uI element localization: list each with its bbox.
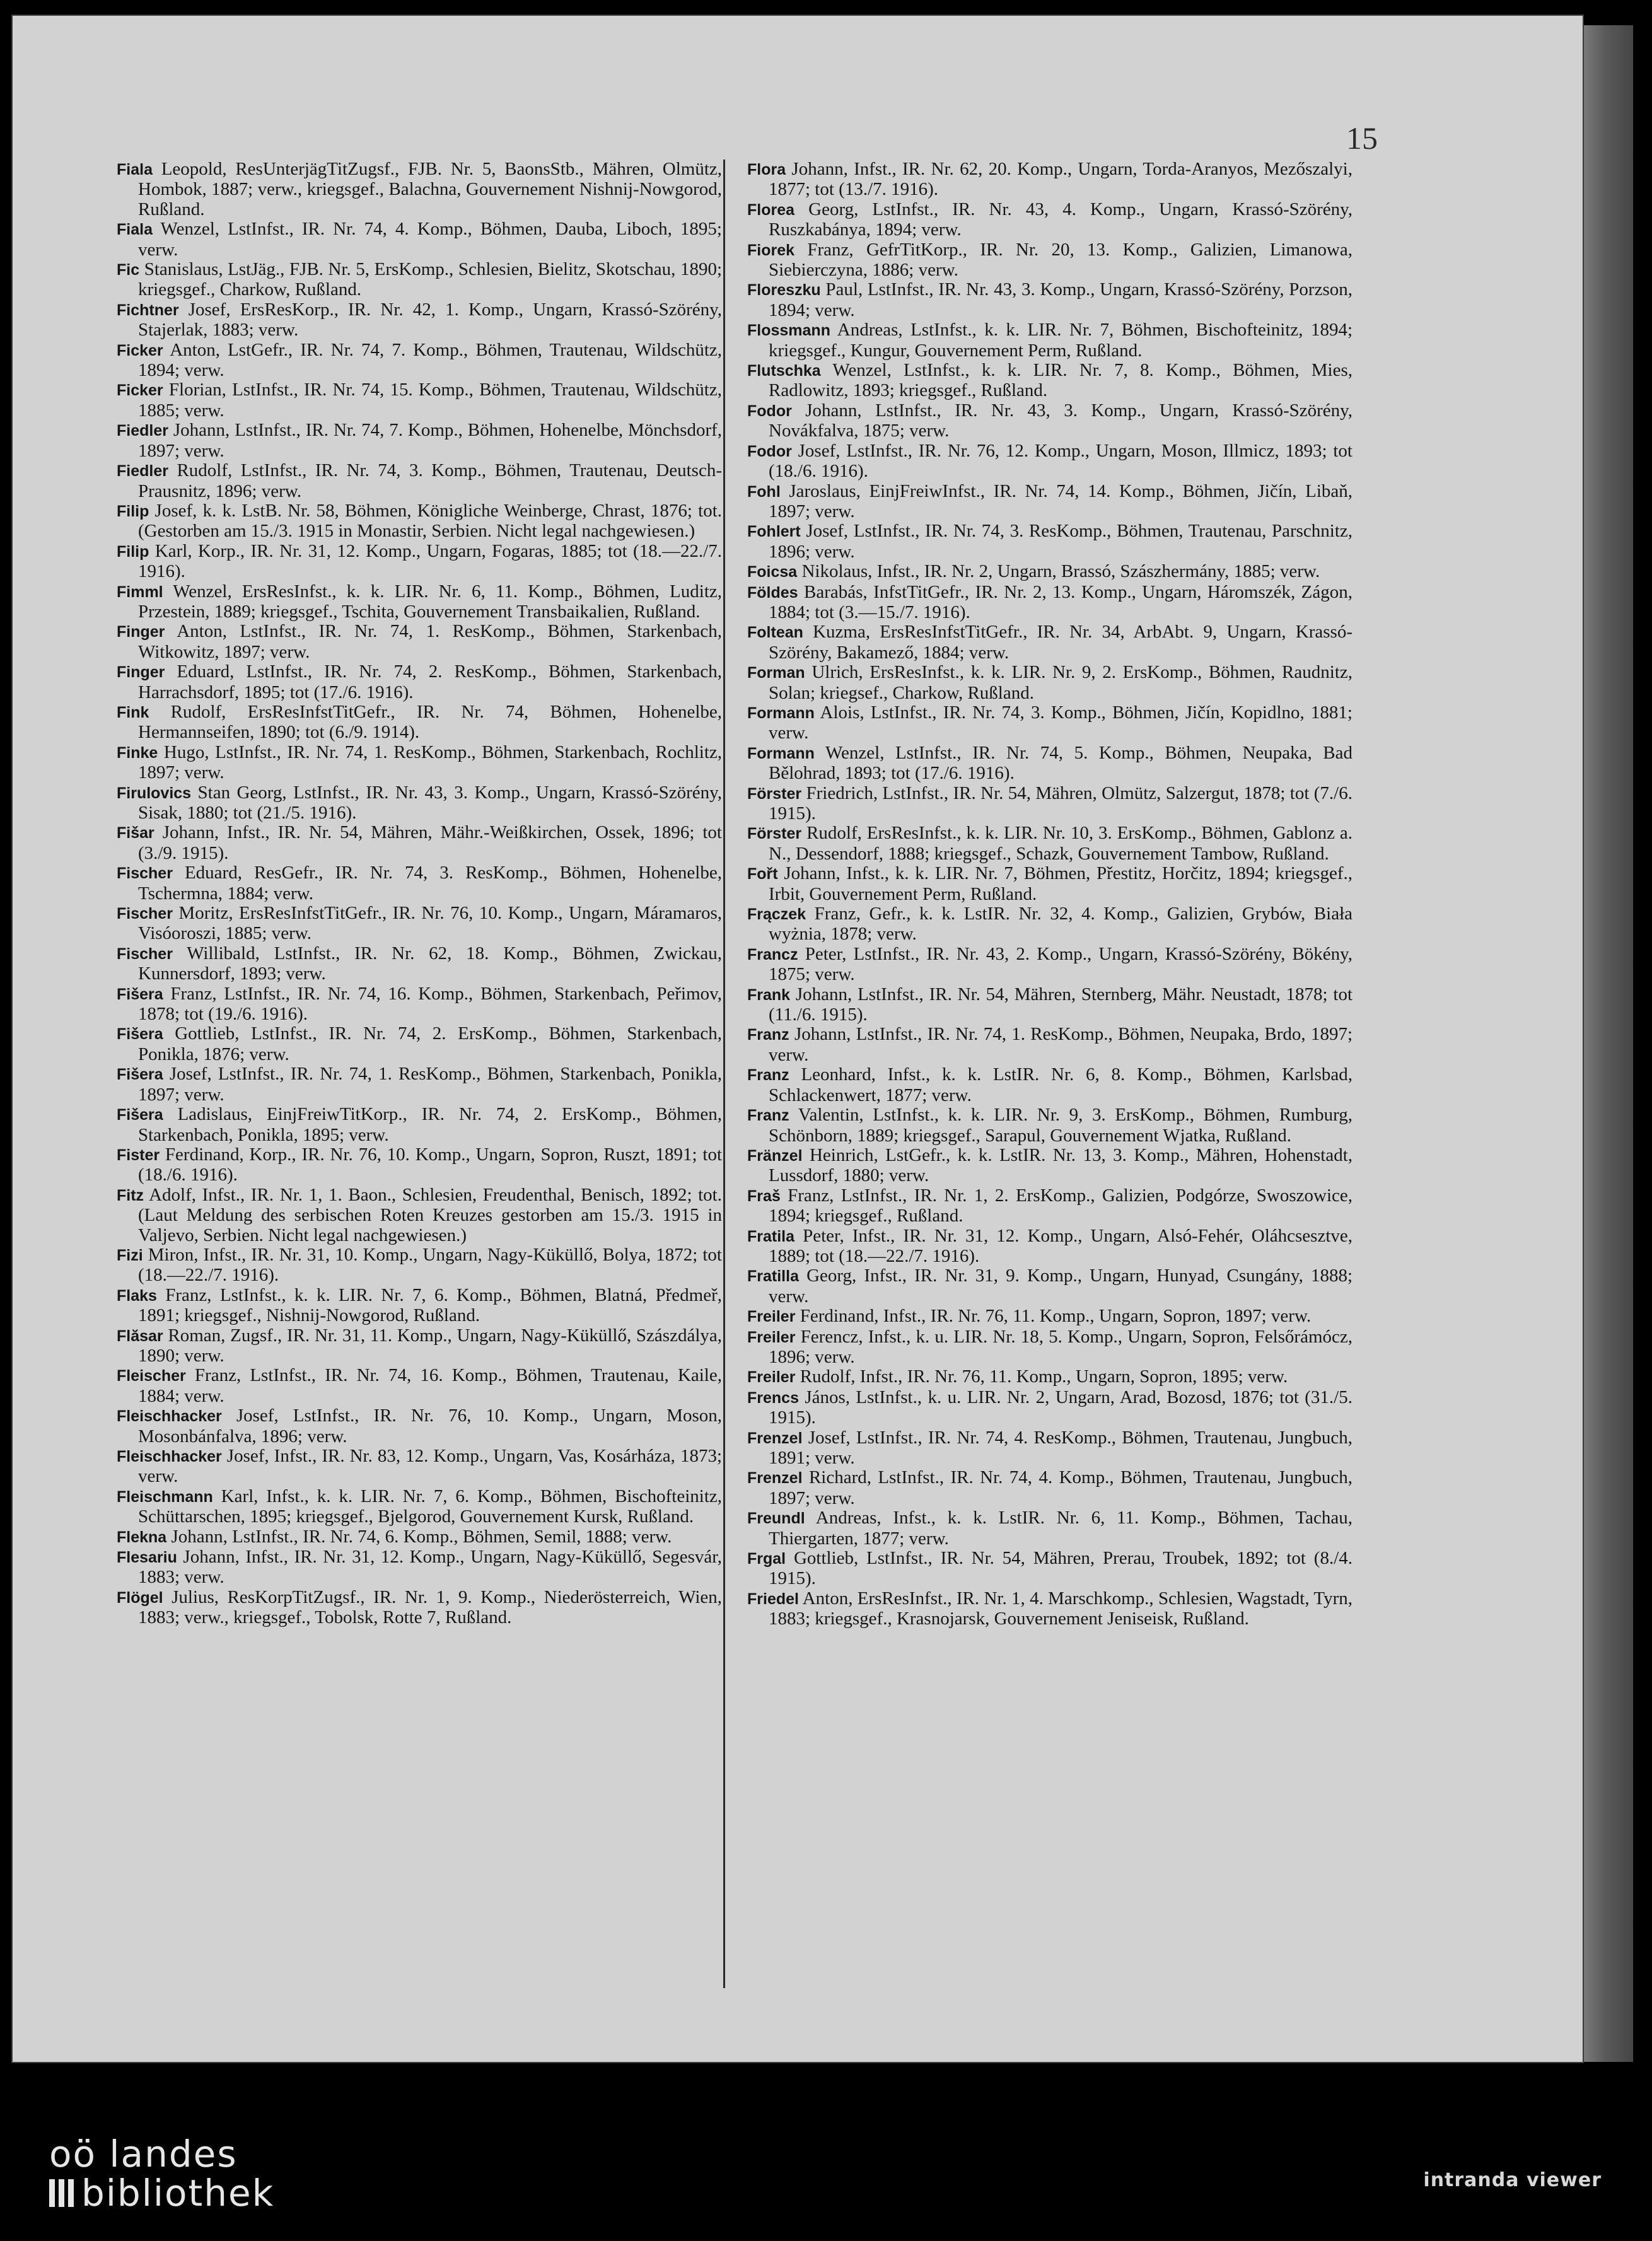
entry-surname: Ficker bbox=[117, 341, 163, 359]
entry-surname: Fodor bbox=[747, 442, 792, 460]
entry-details: Karl, Korp., IR. Nr. 31, 12. Komp., Ungarn, Fogaras, 1885; tot (18.—22./7. 1916). bbox=[138, 540, 722, 582]
entry-surname: Fiedler bbox=[117, 422, 168, 440]
register-entry bbox=[117, 542, 722, 582]
register-entry bbox=[747, 1226, 1352, 1267]
register-entry bbox=[117, 1406, 722, 1446]
register-entry bbox=[747, 240, 1352, 281]
entry-details: Franz, Gefr., k. k. LstIR. Nr. 32, 4. Komp., Galizien, Grybów, Biała wyżnia, 1878; verw. bbox=[769, 904, 1352, 945]
entry-details: Florian, LstInfst., IR. Nr. 74, 15. Komp., Böhmen, Trautenau, Wildschütz, 1885; verw. bbox=[138, 380, 722, 421]
register-entry bbox=[747, 441, 1352, 482]
logo-text-line1: oö landes bbox=[49, 2133, 238, 2175]
entry-surname: Francz bbox=[747, 945, 798, 963]
register-entry bbox=[747, 320, 1352, 361]
entry-details: Wenzel, LstInfst., k. k. LIR. Nr. 7, 8. Komp., Böhmen, Mies, Radlowitz, 1893; kriegsgef., Rußland. bbox=[769, 360, 1353, 401]
entry-details: Eduard, LstInfst., IR. Nr. 74, 2. ResKomp., Böhmen, Starkenbach, Harrachsdorf, 1895; tot (17./6. 1916). bbox=[138, 661, 723, 702]
entry-surname: Franz bbox=[747, 1107, 789, 1125]
entry-details: Ferencz, Infst., k. u. LIR. Nr. 18, 5. Komp., Ungarn, Sopron, Felsőrámócz, 1896; verw. bbox=[769, 1326, 1352, 1367]
entry-surname: Flutschka bbox=[747, 362, 821, 380]
register-entry bbox=[747, 160, 1352, 200]
entry-details: Hugo, LstInfst., IR. Nr. 74, 1. ResKomp., Böhmen, Starkenbach, Rochlitz, 1897; verw. bbox=[138, 742, 723, 783]
register-entry bbox=[117, 1024, 722, 1064]
register-entry bbox=[747, 784, 1352, 824]
entry-details: Paul, LstInfst., IR. Nr. 43, 3. Komp., Ungarn, Krassó-Szörény, Porzson, 1894; verw. bbox=[769, 279, 1352, 320]
entry-surname: Fratila bbox=[747, 1227, 795, 1245]
entry-surname: Frgal bbox=[747, 1550, 786, 1568]
entry-surname: Firulovics bbox=[117, 784, 192, 802]
entry-details: Ulrich, ErsResInfst., k. k. LIR. Nr. 9, 2. ErsKomp., Böhmen, Raudnitz, Solan; kriegsef., Charkow, Rußland. bbox=[769, 662, 1352, 703]
entry-surname: Fiala bbox=[117, 161, 153, 178]
register-entry bbox=[117, 1326, 722, 1366]
register-entry bbox=[747, 1105, 1352, 1146]
register-entry bbox=[747, 945, 1352, 985]
register-entry bbox=[747, 824, 1352, 864]
register-entry bbox=[117, 582, 722, 622]
register-entry bbox=[747, 521, 1352, 562]
entry-details: Karl, Infst., k. k. LIR. Nr. 7, 6. Komp., Böhmen, Bischofteinitz, Schüttarschen, 1895; kriegsgef., Bjelgorod, Gouvernement Kursk, Rußland. bbox=[138, 1486, 723, 1527]
entry-surname: Flăsar bbox=[117, 1327, 163, 1345]
register-entry bbox=[117, 984, 722, 1025]
entry-surname: Fohl bbox=[747, 482, 781, 501]
entry-surname: Fišar bbox=[117, 824, 154, 842]
register-entry bbox=[747, 1025, 1352, 1065]
entry-details: Leonhard, Infst., k. k. LstIR. Nr. 6, 8. Komp., Böhmen, Karlsbad, Schlackenwert, 1877; verw. bbox=[769, 1064, 1353, 1105]
entry-surname: Flögel bbox=[117, 1588, 163, 1607]
entry-details: Josef, LstInfst., IR. Nr. 74, 3. ResKomp., Böhmen, Trautenau, Parschnitz, 1896; verw. bbox=[769, 521, 1353, 562]
register-entry bbox=[747, 703, 1352, 743]
entry-surname: Filip bbox=[117, 542, 149, 561]
entry-surname: Frączek bbox=[747, 905, 806, 924]
register-entry bbox=[747, 562, 1352, 582]
register-entry bbox=[117, 1064, 722, 1105]
entry-surname: Fleischhacker bbox=[117, 1407, 222, 1426]
entry-details: Willibald, LstInfst., IR. Nr. 62, 18. Komp., Böhmen, Zwickau, Kunnersdorf, 1893; verw. bbox=[138, 943, 723, 984]
entry-details: Jaroslaus, EinjFreiwInfst., IR. Nr. 74, 14. Komp., Böhmen, Jičín, Libaň, 1897; verw. bbox=[769, 480, 1352, 521]
entry-details: Franz, LstInfst., IR. Nr. 74, 16. Komp., Böhmen, Trautenau, Kaile, 1884; verw. bbox=[138, 1365, 722, 1406]
register-entry bbox=[117, 1366, 722, 1406]
entry-details: Leopold, ResUnterjägTitZugsf., FJB. Nr. 5, BaonsStb., Mähren, Olmütz, Hombok, 1887; verw., kriegsgef., Balachna, Gouvernement Nishnij-Nowgorod, Rußland. bbox=[138, 159, 722, 219]
viewer-brand-label[interactable]: intranda viewer bbox=[1423, 2169, 1602, 2191]
entry-surname: Fichtner bbox=[117, 301, 179, 319]
entry-surname: Flekna bbox=[117, 1528, 167, 1546]
entry-surname: Frank bbox=[747, 986, 791, 1004]
entry-details: Wenzel, LstInfst., IR. Nr. 74, 5. Komp., Böhmen, Neupaka, Bad Bělohrad, 1893; tot (17./6. 1916). bbox=[769, 742, 1352, 784]
entry-surname: Fořt bbox=[747, 865, 778, 883]
entry-details: Franz, GefrTitKorp., IR. Nr. 20, 13. Komp., Galizien, Limanowa, Siebierczyna, 1886; verw. bbox=[769, 239, 1353, 281]
entry-surname: Fiorek bbox=[747, 241, 795, 259]
entry-details: Franz, LstInfst., k. k. LIR. Nr. 7, 6. Komp., Böhmen, Blatná, Předmeř, 1891; kriegsgef., Nishnij-Nowgorod, Rußland. bbox=[138, 1284, 722, 1326]
entry-details: Anton, LstGefr., IR. Nr. 74, 7. Komp., Böhmen, Trautenau, Wildschütz, 1894; verw. bbox=[138, 339, 723, 381]
register-entry bbox=[747, 622, 1352, 663]
register-entry bbox=[747, 1266, 1352, 1307]
library-logo[interactable] bbox=[49, 2134, 274, 2213]
register-entry bbox=[747, 1428, 1352, 1469]
entry-surname: Fišera bbox=[117, 1066, 163, 1084]
entry-surname: Freiler bbox=[747, 1308, 796, 1326]
register-entry bbox=[117, 1588, 722, 1628]
register-entry bbox=[117, 1286, 722, 1326]
entry-surname: Floreszku bbox=[747, 281, 821, 300]
register-entry bbox=[747, 1065, 1352, 1105]
logo-bars-icon bbox=[49, 2179, 74, 2207]
entry-surname: Freundl bbox=[747, 1510, 805, 1528]
entry-details: Richard, LstInfst., IR. Nr. 74, 4. Komp., Böhmen, Trautenau, Jungbuch, 1897; verw. bbox=[769, 1467, 1352, 1508]
entry-details: János, LstInfst., k. u. LIR. Nr. 2, Ungarn, Arad, Bozosd, 1876; tot (31./5. 1915). bbox=[769, 1387, 1352, 1428]
register-entry bbox=[747, 361, 1352, 401]
register-entry bbox=[117, 622, 722, 662]
entry-surname: Fišera bbox=[117, 1025, 163, 1044]
register-entry bbox=[747, 904, 1352, 945]
register-entry bbox=[747, 1549, 1352, 1589]
entry-details: Nikolaus, Infst., IR. Nr. 2, Ungarn, Brassó, Szászhermány, 1885; verw. bbox=[801, 561, 1320, 582]
entry-surname: Fiala bbox=[117, 221, 153, 239]
register-entry bbox=[747, 1468, 1352, 1508]
entry-surname: Fiedler bbox=[117, 462, 168, 480]
entry-surname: Friedel bbox=[747, 1590, 799, 1608]
entry-details: Josef, LstInfst., IR. Nr. 74, 4. ResKomp., Böhmen, Trautenau, Jungbuch, 1891; verw. bbox=[769, 1427, 1353, 1468]
register-entry bbox=[117, 1527, 722, 1547]
register-entry bbox=[747, 1327, 1352, 1368]
scanned-page bbox=[13, 16, 1583, 2062]
entry-surname: Filip bbox=[117, 502, 149, 520]
entry-surname: Fodor bbox=[747, 402, 792, 420]
entry-surname: Fleischhacker bbox=[117, 1448, 222, 1465]
entry-details: Josef, LstInfst., IR. Nr. 76, 10. Komp., Ungarn, Moson, Mosonbánfalva, 1896; verw. bbox=[138, 1406, 723, 1446]
entry-details: Josef, LstInfst., IR. Nr. 76, 12. Komp., Ungarn, Moson, Illmicz, 1893; tot (18./6. 1916). bbox=[769, 440, 1352, 482]
entry-details: Julius, ResKorpTitZugsf., IR. Nr. 1, 9. Komp., Niederösterreich, Wien, 1883; verw., kriegsgef., Tobolsk, Rotte 7, Rußland. bbox=[138, 1586, 722, 1628]
entry-details: Franz, LstInfst., IR. Nr. 74, 16. Komp., Böhmen, Starkenbach, Peřimov, 1878; tot (19./6. 1916). bbox=[138, 983, 723, 1025]
entry-surname: Fic bbox=[117, 261, 140, 279]
entry-details: Gottlieb, LstInfst., IR. Nr. 74, 2. ErsKomp., Böhmen, Starkenbach, Ponikla, 1876; verw. bbox=[138, 1023, 722, 1064]
entry-surname: Fraš bbox=[747, 1187, 781, 1205]
entry-surname: Fischer bbox=[117, 905, 173, 923]
entry-details: Josef, k. k. LstB. Nr. 58, Böhmen, Königliche Weinberge, Chrast, 1876; tot. (Gestorben am 15./3. 1915 in Monastir, Serbien. Nicht legal nachgewiesen.) bbox=[138, 500, 722, 542]
register-entry bbox=[117, 1446, 722, 1487]
entry-surname: Fitz bbox=[117, 1186, 144, 1204]
entry-details: Johann, LstInfst., IR. Nr. 43, 3. Komp., Ungarn, Krassó-Szörény, Novákfalva, 1875; verw. bbox=[769, 400, 1352, 441]
entry-details: Andreas, LstInfst., k. k. LIR. Nr. 7, Böhmen, Bischofteinitz, 1894; kriegsgef., Kungur, Gouvernement Perm, Rußland. bbox=[769, 320, 1352, 361]
entry-details: Josef, Infst., IR. Nr. 83, 12. Komp., Ungarn, Vas, Kosárháza, 1873; verw. bbox=[138, 1446, 723, 1487]
register-entry bbox=[747, 401, 1352, 441]
entry-surname: Fischer bbox=[117, 945, 173, 963]
register-entry bbox=[117, 904, 722, 944]
entry-surname: Fränzel bbox=[747, 1146, 803, 1165]
entry-surname: Fischer bbox=[117, 864, 173, 883]
entry-surname: Fister bbox=[117, 1146, 160, 1164]
entry-surname: Formann bbox=[747, 744, 815, 762]
register-entry bbox=[117, 944, 722, 984]
entry-surname: Förster bbox=[747, 784, 802, 803]
entry-surname: Finger bbox=[117, 663, 165, 682]
entry-surname: Fleischer bbox=[117, 1367, 186, 1385]
register-entry bbox=[117, 260, 722, 300]
register-entry bbox=[747, 1508, 1352, 1549]
register-entry bbox=[747, 1146, 1352, 1186]
entry-details: Johann, LstInfst., IR. Nr. 74, 1. ResKomp., Böhmen, Neupaka, Brdo, 1897; verw. bbox=[769, 1024, 1352, 1065]
register-entry bbox=[747, 864, 1352, 904]
entry-details: Georg, Infst., IR. Nr. 31, 9. Komp., Ungarn, Hunyad, Csungány, 1888; verw. bbox=[769, 1266, 1352, 1307]
register-entry bbox=[117, 1547, 722, 1588]
entry-surname: Frenzel bbox=[747, 1429, 803, 1447]
entry-details: Adolf, Infst., IR. Nr. 1, 1. Baon., Schlesien, Freudenthal, Benisch, 1892; tot. (Laut Meldung des serbischen Roten Kreuzes gestorben am 15./3. 1915 in Valjevo, Serbien. Nicht legal nachgewiesen.) bbox=[138, 1184, 722, 1245]
entry-details: Moritz, ErsResInfstTitGefr., IR. Nr. 76, 10. Komp., Ungarn, Máramaros, Visóoroszi, 1885; verw. bbox=[138, 903, 722, 944]
entry-surname: Flaks bbox=[117, 1286, 157, 1305]
entry-details: Anton, ErsResInfst., IR. Nr. 1, 4. Marschkomp., Schlesien, Wagstadt, Tyrn, 1883; kriegsgef., Krasnojarsk, Gouvernement Jeniseisk, Rußland. bbox=[769, 1588, 1352, 1629]
register-entry bbox=[747, 200, 1352, 240]
entry-surname: Finke bbox=[117, 743, 158, 762]
entry-surname: Franz bbox=[747, 1026, 789, 1044]
entry-details: Wenzel, ErsResInfst., k. k. LIR. Nr. 6, 11. Komp., Böhmen, Luditz, Przestein, 1889; kriegsgef., Tschita, Gouvernement Transbaikalien, Rußland. bbox=[138, 581, 722, 622]
entry-details: Andreas, Infst., k. k. LstIR. Nr. 6, 11. Komp., Böhmen, Tachau, Thiergarten, 1877; verw. bbox=[769, 1508, 1352, 1549]
entry-details: Rudolf, ErsResInfstTitGefr., IR. Nr. 74, Böhmen, Hohenelbe, Hermannseifen, 1890; tot (6./9. 1914). bbox=[138, 701, 722, 743]
entry-details: Stan Georg, LstInfst., IR. Nr. 43, 3. Komp., Ungarn, Krassó-Szörény, Sisak, 1880; tot (21./5. 1916). bbox=[138, 782, 723, 823]
entry-surname: Franz bbox=[747, 1066, 789, 1085]
entry-details: Friedrich, LstInfst., IR. Nr. 54, Mähren, Olmütz, Salzergut, 1878; tot (7./6. 1915). bbox=[769, 783, 1352, 824]
entry-surname: Flesariu bbox=[117, 1549, 177, 1567]
register-entry bbox=[747, 1186, 1352, 1226]
register-entry bbox=[117, 1185, 722, 1245]
entry-surname: Ficker bbox=[117, 381, 163, 400]
entry-details: Rudolf, LstInfst., IR. Nr. 74, 3. Komp., Böhmen, Trautenau, Deutsch-Prausnitz, 1896; verw. bbox=[138, 460, 722, 501]
entry-surname: Fišera bbox=[117, 1106, 163, 1124]
entry-details: Johann, LstInfst., IR. Nr. 74, 7. Komp., Böhmen, Hohenelbe, Mönchsdorf, 1897; verw. bbox=[138, 420, 723, 461]
entry-details: Johann, Infst., k. k. LIR. Nr. 7, Böhmen, Přestitz, Horčitz, 1894; kriegsgef., Irbit, Gouvernement Perm, Rußland. bbox=[769, 863, 1352, 904]
register-entry bbox=[117, 219, 722, 260]
entry-details: Wenzel, LstInfst., IR. Nr. 74, 4. Komp., Böhmen, Dauba, Liboch, 1895; verw. bbox=[138, 219, 722, 260]
entry-surname: Frencs bbox=[747, 1388, 799, 1407]
entry-surname: Fohlert bbox=[747, 523, 801, 541]
entry-surname: Freiler bbox=[747, 1368, 796, 1387]
register-entry bbox=[117, 341, 722, 381]
entry-surname: Florea bbox=[747, 201, 795, 219]
right-column bbox=[747, 160, 1352, 1629]
entry-surname: Foicsa bbox=[747, 563, 798, 581]
register-entry bbox=[747, 1307, 1352, 1327]
entry-details: Barabás, InfstTitGefr., IR. Nr. 2, 13. Komp., Ungarn, Háromszék, Zágon, 1884; tot (3.—15./7. 1916). bbox=[769, 581, 1353, 622]
entry-surname: Fimml bbox=[117, 583, 163, 601]
entry-details: Josef, ErsResKorp., IR. Nr. 42, 1. Komp., Ungarn, Krassó-Szörény, Stajerlak, 1883; verw. bbox=[138, 299, 722, 341]
register-entry bbox=[117, 461, 722, 501]
entry-details: Heinrich, LstGefr., k. k. LstIR. Nr. 13, 3. Komp., Mähren, Hohenstadt, Lussdorf, 1880; verw. bbox=[769, 1144, 1353, 1186]
register-entry bbox=[117, 1487, 722, 1527]
register-entry bbox=[117, 743, 722, 783]
entry-surname: Flora bbox=[747, 161, 786, 178]
register-entry bbox=[747, 1388, 1352, 1428]
entry-details: Kuzma, ErsResInfstTitGefr., IR. Nr. 34, ArbAbt. 9, Ungarn, Krassó-Szörény, Bakamező, 1884; verw. bbox=[769, 622, 1352, 663]
entry-surname: Fleischmann bbox=[117, 1487, 213, 1506]
entry-surname: Frenzel bbox=[747, 1469, 803, 1487]
entry-details: Miron, Infst., IR. Nr. 31, 10. Komp., Ungarn, Nagy-Küküllő, Bolya, 1872; tot (18.—22./7. 1916). bbox=[138, 1244, 722, 1286]
register-entry bbox=[117, 662, 722, 702]
entry-details: Franz, LstInfst., IR. Nr. 1, 2. ErsKomp., Galizien, Podgórze, Swoszowice, 1894; kriegsgef., Rußland. bbox=[769, 1185, 1352, 1226]
register-entry bbox=[117, 1105, 722, 1145]
register-entry bbox=[117, 421, 722, 461]
entry-details: Johann, Infst., IR. Nr. 62, 20. Komp., Ungarn, Torda-Aranyos, Mezőszalyi, 1877; tot (13./7. 1916). bbox=[769, 159, 1352, 200]
entry-surname: Fizi bbox=[117, 1246, 143, 1264]
logo-line2-row bbox=[49, 2174, 274, 2213]
entry-surname: Fink bbox=[117, 703, 149, 721]
entry-details: Rudolf, ErsResInfst., k. k. LIR. Nr. 10, 3. ErsKomp., Böhmen, Gablonz a. N., Dessendorf, 1888; kriegsgef., Schazk, Gouvernement Tambow, Rußland. bbox=[769, 823, 1352, 864]
register-entry bbox=[747, 743, 1352, 784]
register-entry bbox=[747, 1589, 1352, 1629]
entry-details: Ladislaus, EinjFreiwTitKorp., IR. Nr. 74, 2. ErsKomp., Böhmen, Starkenbach, Ponikla, 1895; verw. bbox=[138, 1104, 722, 1145]
entry-details: Peter, Infst., IR. Nr. 31, 12. Komp., Ungarn, Alsó-Fehér, Oláhcsesztve, 1889; tot (18.—22./7. 1916). bbox=[769, 1225, 1352, 1266]
entry-details: Johann, Infst., IR. Nr. 54, Mähren, Mähr.-Weißkirchen, Ossek, 1896; tot (3./9. 1915). bbox=[138, 822, 722, 863]
page-number: 15 bbox=[1346, 120, 1378, 156]
entry-details: Gottlieb, LstInfst., IR. Nr. 54, Mähren, Prerau, Troubek, 1892; tot (8./4. 1915). bbox=[769, 1548, 1352, 1589]
entry-details: Johann, Infst., IR. Nr. 31, 12. Komp., Ungarn, Nagy-Küküllő, Segesvár, 1883; verw. bbox=[138, 1547, 722, 1588]
entry-details: Johann, LstInfst., IR. Nr. 74, 6. Komp., Böhmen, Semil, 1888; verw. bbox=[171, 1526, 672, 1547]
register-entry bbox=[117, 823, 722, 863]
entry-surname: Förster bbox=[747, 825, 802, 843]
entry-details: Valentin, LstInfst., k. k. LIR. Nr. 9, 3. ErsKomp., Böhmen, Rumburg, Schönborn, 1889; kriegsgef., Sarapul, Gouvernement Wjatka, Rußland. bbox=[769, 1105, 1352, 1146]
entry-surname: Forman bbox=[747, 664, 805, 682]
register-entry bbox=[117, 380, 722, 421]
entry-details: Georg, LstInfst., IR. Nr. 43, 4. Komp., Ungarn, Krassó-Szörény, Ruszkabánya, 1894; verw. bbox=[769, 199, 1353, 240]
column-divider bbox=[723, 160, 725, 1988]
register-entry bbox=[747, 280, 1352, 320]
entry-details: Roman, Zugsf., IR. Nr. 31, 11. Komp., Ungarn, Nagy-Küküllő, Szászdálya, 1890; verw. bbox=[138, 1325, 722, 1366]
register-entry bbox=[747, 985, 1352, 1025]
logo-text-line2: bibliothek bbox=[81, 2172, 275, 2215]
register-entry bbox=[117, 783, 722, 824]
register-entry bbox=[117, 1145, 722, 1185]
register-entry bbox=[747, 583, 1352, 623]
entry-details: Ferdinand, Infst., IR. Nr. 76, 11. Komp., Ungarn, Sopron, 1897; verw. bbox=[800, 1306, 1312, 1327]
register-entry bbox=[117, 160, 722, 219]
entry-details: Alois, LstInfst., IR. Nr. 74, 3. Komp., Böhmen, Jičín, Kopidlno, 1881; verw. bbox=[769, 702, 1352, 743]
register-entry bbox=[117, 863, 722, 904]
entry-surname: Finger bbox=[117, 623, 165, 641]
entry-surname: Földes bbox=[747, 583, 798, 602]
register-entry bbox=[747, 663, 1352, 703]
entry-details: Rudolf, Infst., IR. Nr. 76, 11. Komp., Ungarn, Sopron, 1895; verw. bbox=[800, 1366, 1288, 1387]
register-entry bbox=[117, 300, 722, 341]
entry-details: Johann, LstInfst., IR. Nr. 54, Mähren, Sternberg, Mähr. Neustadt, 1878; tot (11./6. 1915). bbox=[769, 984, 1353, 1025]
entry-surname: Formann bbox=[747, 704, 815, 722]
entry-surname: Foltean bbox=[747, 624, 803, 642]
entry-surname: Freiler bbox=[747, 1328, 796, 1346]
left-column bbox=[117, 160, 722, 1628]
entry-details: Peter, LstInfst., IR. Nr. 43, 2. Komp., Ungarn, Krassó-Szörény, Bökény, 1875; verw. bbox=[769, 943, 1353, 985]
entry-details: Josef, LstInfst., IR. Nr. 74, 1. ResKomp., Böhmen, Starkenbach, Ponikla, 1897; verw. bbox=[138, 1064, 723, 1105]
entry-details: Eduard, ResGefr., IR. Nr. 74, 3. ResKomp., Böhmen, Hohenelbe, Tschermna, 1884; verw. bbox=[138, 863, 722, 904]
entry-details: Anton, LstInfst., IR. Nr. 74, 1. ResKomp., Böhmen, Starkenbach, Witkowitz, 1897; verw. bbox=[138, 621, 722, 662]
entry-details: Ferdinand, Korp., IR. Nr. 76, 10. Komp., Ungarn, Sopron, Ruszt, 1891; tot (18./6. 1916). bbox=[138, 1144, 723, 1185]
register-entry bbox=[747, 482, 1352, 522]
register-entry bbox=[747, 1367, 1352, 1387]
entry-surname: Flossmann bbox=[747, 322, 830, 340]
register-entry bbox=[117, 702, 722, 743]
entry-details: Stanislaus, LstJäg., FJB. Nr. 5, ErsKomp., Schlesien, Bielitz, Skotschau, 1890; kriegsgef., Charkow, Rußland. bbox=[138, 259, 723, 300]
register-entry bbox=[117, 501, 722, 542]
entry-surname: Fratilla bbox=[747, 1267, 799, 1286]
register-entry bbox=[117, 1245, 722, 1286]
entry-surname: Fišera bbox=[117, 985, 163, 1003]
